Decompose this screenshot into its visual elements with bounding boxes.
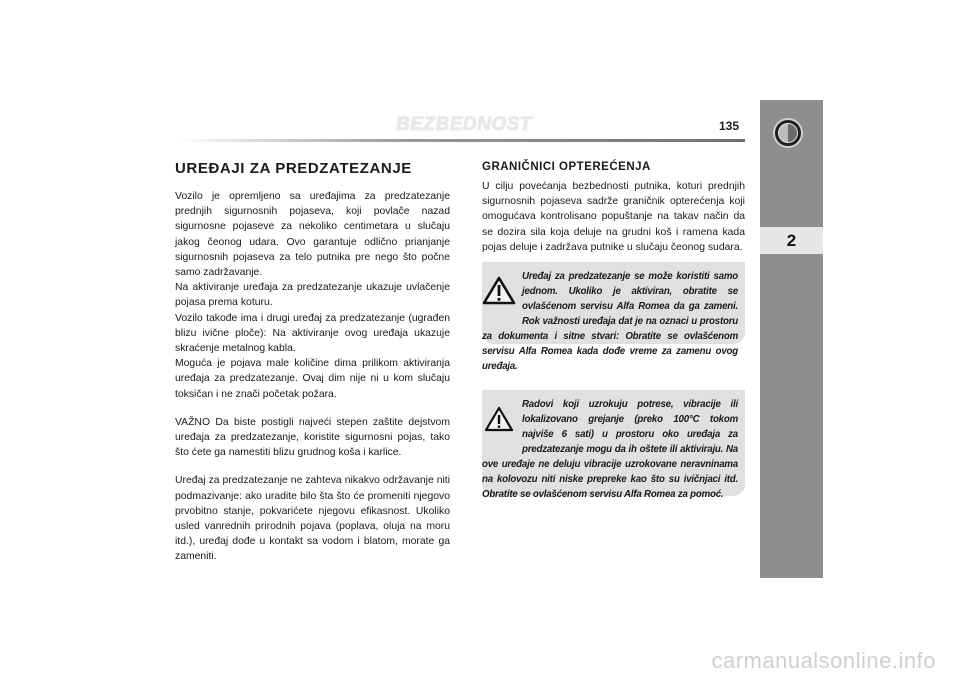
warning-text: Uređaj za predzatezanje se može koristiti samo jednom. Ukoliko je aktiviran, obratite se ovlašćenom servisu Alfa Romea da ga zameni. Rok važnosti uređaja dat je na oznaci u prostoru za dokumenta i sitne stvari: Obratite se ovlašćenom servisu Alfa Romea kada dođe vreme za zamenu ovog uređaja. <box>482 271 738 372</box>
header-rule <box>175 139 745 142</box>
pretensioner-heading: UREĐAJI ZA PREDZATEZANJE <box>175 160 412 177</box>
load-limiter-heading: GRANIČNICI OPTEREĆENJA <box>482 161 651 173</box>
pretensioner-description <box>175 189 450 565</box>
paragraph: Vozilo je opremljeno sa uređajima za predzatezanje prednjih sigurnosnih pojaseva, koji povlače nazad sigurnosne pojaseve za nekoliko centimetara u slučaju jakog čeonog udara. Ovo garantuje odlično prianjanje sigurnosnih pojaseva za telo putnika pre nego što počne samo zadržavanje. <box>175 191 450 279</box>
paragraph: Na aktiviranje uređaja za predzatezanje ukazuje uvlačenje pojasa prema koturu. <box>175 282 450 309</box>
page-number: 135 <box>719 119 740 133</box>
warning-triangle-icon <box>482 403 518 445</box>
paragraph: Moguća je pojava male količine dima prilikom aktiviranja uređaja za predzatezanje. Ovaj dim nije ni u kom slučaju toksičan i ne znači početak požara. <box>175 358 450 400</box>
warning-text: Radovi koji uzrokuju potrese, vibracije ili lokalizovano grejanje (preko 100°C tokom najviše 6 sati) u prostoru oko uređaja za predzatezanje mogu da ih oštete ili aktiviraju. Na ove uređaje ne deluju vibracije uzrokovane neravninama na kolovozu niti niske prepreke kao što su ivičnjaci itd. Obratite se ovlašćenom servisu Alfa Romea za pomoć. <box>482 399 738 500</box>
chapter-side-tab <box>760 100 823 578</box>
load-limiter-description: U cilju povećanja bezbednosti putnika, koturi prednjih sigurnosnih pojaseva sadrže graničnik opterećenja koji omogućava kontrolisano popuštanje na takav način da se dozira sila koja deluje na grudni koš i ramena kada pojas deluje i zadržava putnike u slučaju čeonog sudara. <box>482 181 745 253</box>
section-title: BEZBEDNOST <box>396 114 532 135</box>
maintenance-note: Uređaj za predzatezanje ne zahteva nikakvo održavanje niti podmazivanje: ako uradite bilo šta što će promeniti njegovo prvobitno stanje, pokvarićete njegovu efikasnost. Ukoliko usled vanrednih prirodnih pojava (poplava, oluja na moru itd.), uređaj dođe u kontakt sa vodom i blatom, morate ga zameniti. <box>175 475 450 563</box>
right-column <box>482 160 745 255</box>
alfa-romeo-logo-icon <box>773 118 803 148</box>
warning-box <box>482 390 745 500</box>
chapter-number: 2 <box>760 227 823 254</box>
watermark: carmanualsonline.info <box>711 648 936 673</box>
warning-box <box>482 262 745 372</box>
warning-triangle-icon <box>482 275 518 317</box>
left-column <box>175 160 450 565</box>
important-note: VAŽNO Da biste postigli najveći stepen zaštite dejstvom uređaja za predzatezanje, koristite sigurnosni pojas, tako što ćete ga namestiti blizu grudnog koša i karlice. <box>175 416 450 459</box>
paragraph: Vozilo takođe ima i drugi uređaj za predzatezanje (ugrađen blizu ivične ploče): Na aktiviranje ovog uređaja ukazuje skraćenje metalnog kabla. <box>175 312 450 355</box>
